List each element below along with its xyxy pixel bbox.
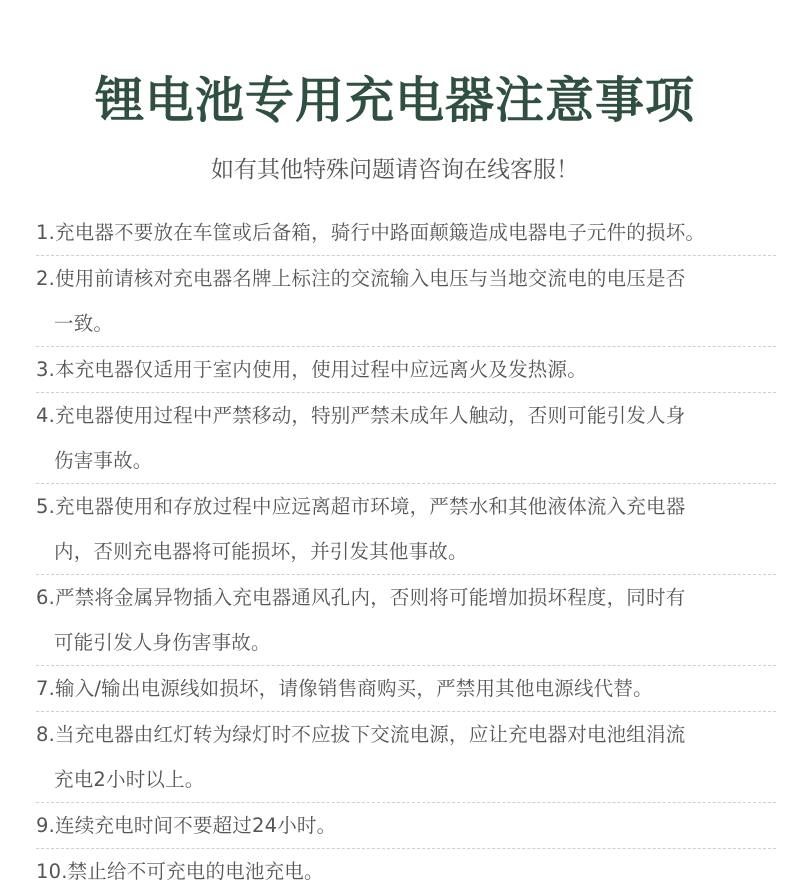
- note-item-1: [36, 210, 776, 256]
- note-item-8: [36, 712, 776, 803]
- note-line-continued: 伤害事故。: [54, 449, 153, 472]
- note-line-continued: 充电2小时以上。: [54, 768, 205, 791]
- note-line: 9.连续充电时间不要超过24小时。: [36, 814, 337, 837]
- note-item-9: [36, 803, 776, 849]
- note-item-3: [36, 347, 776, 393]
- note-line-continued: 一致。: [54, 312, 114, 335]
- note-line-continued: 可能引发人身伤害事故。: [54, 631, 271, 654]
- note-line-continued: 内，否则充电器将可能损坏，并引发其他事故。: [54, 540, 468, 563]
- note-item-4: [36, 393, 776, 484]
- note-item-7: [36, 666, 776, 712]
- note-item-5: [36, 484, 776, 575]
- note-item-2: [36, 256, 776, 347]
- note-line: 3.本充电器仅适用于室内使用，使用过程中应远离火及发热源。: [36, 358, 587, 381]
- page-title: 锂电池专用充电器注意事项: [94, 72, 695, 129]
- note-item-6: [36, 575, 776, 666]
- note-item-10: [36, 849, 776, 894]
- note-line: 5.充电器使用和存放过程中应远离超市环境，严禁水和其他液体流入充电器: [36, 495, 686, 518]
- note-line: 2.使用前请核对充电器名牌上标注的交流输入电压与当地交流电的电压是否: [36, 267, 686, 290]
- note-line: 6.严禁将金属异物插入充电器通风孔内，否则将可能增加损坏程度，同时有: [36, 586, 686, 609]
- note-line: 4.充电器使用过程中严禁移动，特别严禁未成年人触动，否则可能引发人身: [36, 404, 686, 427]
- note-line: 10.禁止给不可充电的电池充电。: [36, 860, 324, 883]
- page-subtitle: 如有其他特殊问题请咨询在线客服！: [211, 157, 579, 183]
- note-line: 7.输入/输出电源线如损坏，请像销售商购买，严禁用其他电源线代替。: [36, 677, 653, 700]
- notes-list: [36, 210, 776, 894]
- note-line: 8.当充电器由红灯转为绿灯时不应拔下交流电源，应让充电器对电池组涓流: [36, 723, 686, 746]
- note-line: 1.充电器不要放在车筐或后备箱，骑行中路面颠簸造成电器电子元件的损坏。: [36, 221, 706, 244]
